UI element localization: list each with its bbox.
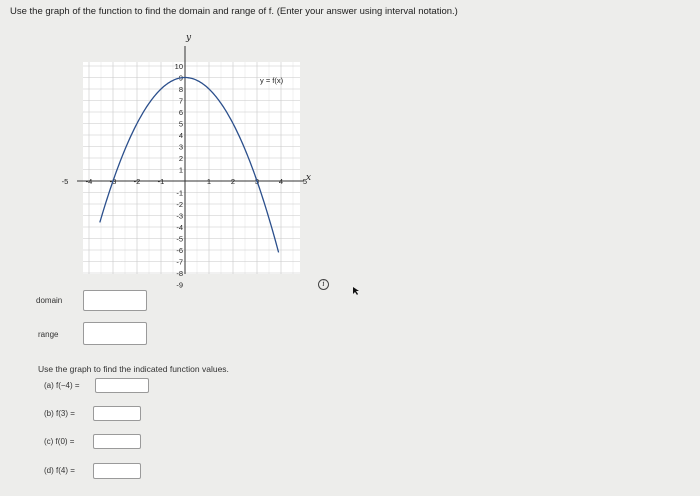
x-tick-label: -3 (109, 177, 117, 186)
value-a-label: (a) f(−4) = (44, 381, 80, 390)
x-tick-label: 4 (278, 177, 284, 186)
y-tick-label: 4 (178, 131, 183, 140)
y-tick-label: 7 (178, 96, 183, 106)
values-prompt: Use the graph to find the indicated function values. (38, 364, 229, 374)
value-c-label: (c) f(0) = (44, 437, 75, 446)
info-icon[interactable]: i (318, 279, 329, 290)
range-label: range (38, 330, 59, 339)
domain-label: domain (36, 296, 63, 305)
y-tick-label: -4 (176, 223, 183, 232)
y-tick-label: 2 (178, 154, 183, 163)
y-tick-label: 10 (174, 62, 183, 71)
y-tick-label: -2 (176, 200, 183, 209)
value-b-input[interactable] (93, 406, 141, 421)
y-tick-label: -9 (176, 280, 183, 290)
curve-label: y = f(x) (260, 76, 284, 85)
y-tick-label: 3 (178, 142, 183, 152)
x-tick-label: 1 (206, 177, 212, 186)
value-b-label: (b) f(3) = (44, 409, 75, 418)
function-graph (61, 28, 312, 290)
x-axis-label: x (306, 173, 312, 183)
y-tick-label: 8 (178, 85, 183, 94)
x-tick-label: 3 (254, 177, 260, 186)
value-d-input[interactable] (93, 463, 141, 479)
y-axis-label: y (186, 33, 192, 43)
graph-background (83, 62, 300, 274)
x-tick-label: -2 (133, 177, 141, 186)
y-tick-label: 1 (178, 165, 183, 175)
range-input[interactable] (83, 322, 147, 345)
y-tick-label: 5 (178, 119, 183, 129)
y-tick-label: 6 (178, 108, 183, 117)
mouse-cursor-icon (352, 286, 360, 296)
value-a-input[interactable] (95, 378, 149, 393)
x-tick-label: 5 (302, 177, 308, 186)
x-tick-label: 2 (230, 177, 236, 186)
value-d-label: (d) f(4) = (44, 466, 75, 475)
graph-grid (83, 62, 300, 274)
y-tick-label: -6 (176, 246, 183, 255)
y-tick-label: -8 (176, 269, 183, 278)
domain-input[interactable] (83, 290, 147, 311)
y-tick-label: -3 (176, 211, 183, 221)
y-tick-label: -5 (176, 234, 183, 244)
y-tick-label: -1 (176, 188, 183, 198)
y-tick-label: -7 (176, 257, 183, 267)
y-tick-label: 9 (178, 73, 183, 83)
question-prompt: Use the graph of the function to find the domain and range of f. (Enter your answer using interval notation.) (10, 6, 458, 17)
value-c-input[interactable] (93, 434, 141, 449)
x-tick-label: -4 (85, 177, 93, 186)
x-tick-label: -5 (61, 177, 69, 186)
x-tick-label: -1 (157, 177, 165, 186)
